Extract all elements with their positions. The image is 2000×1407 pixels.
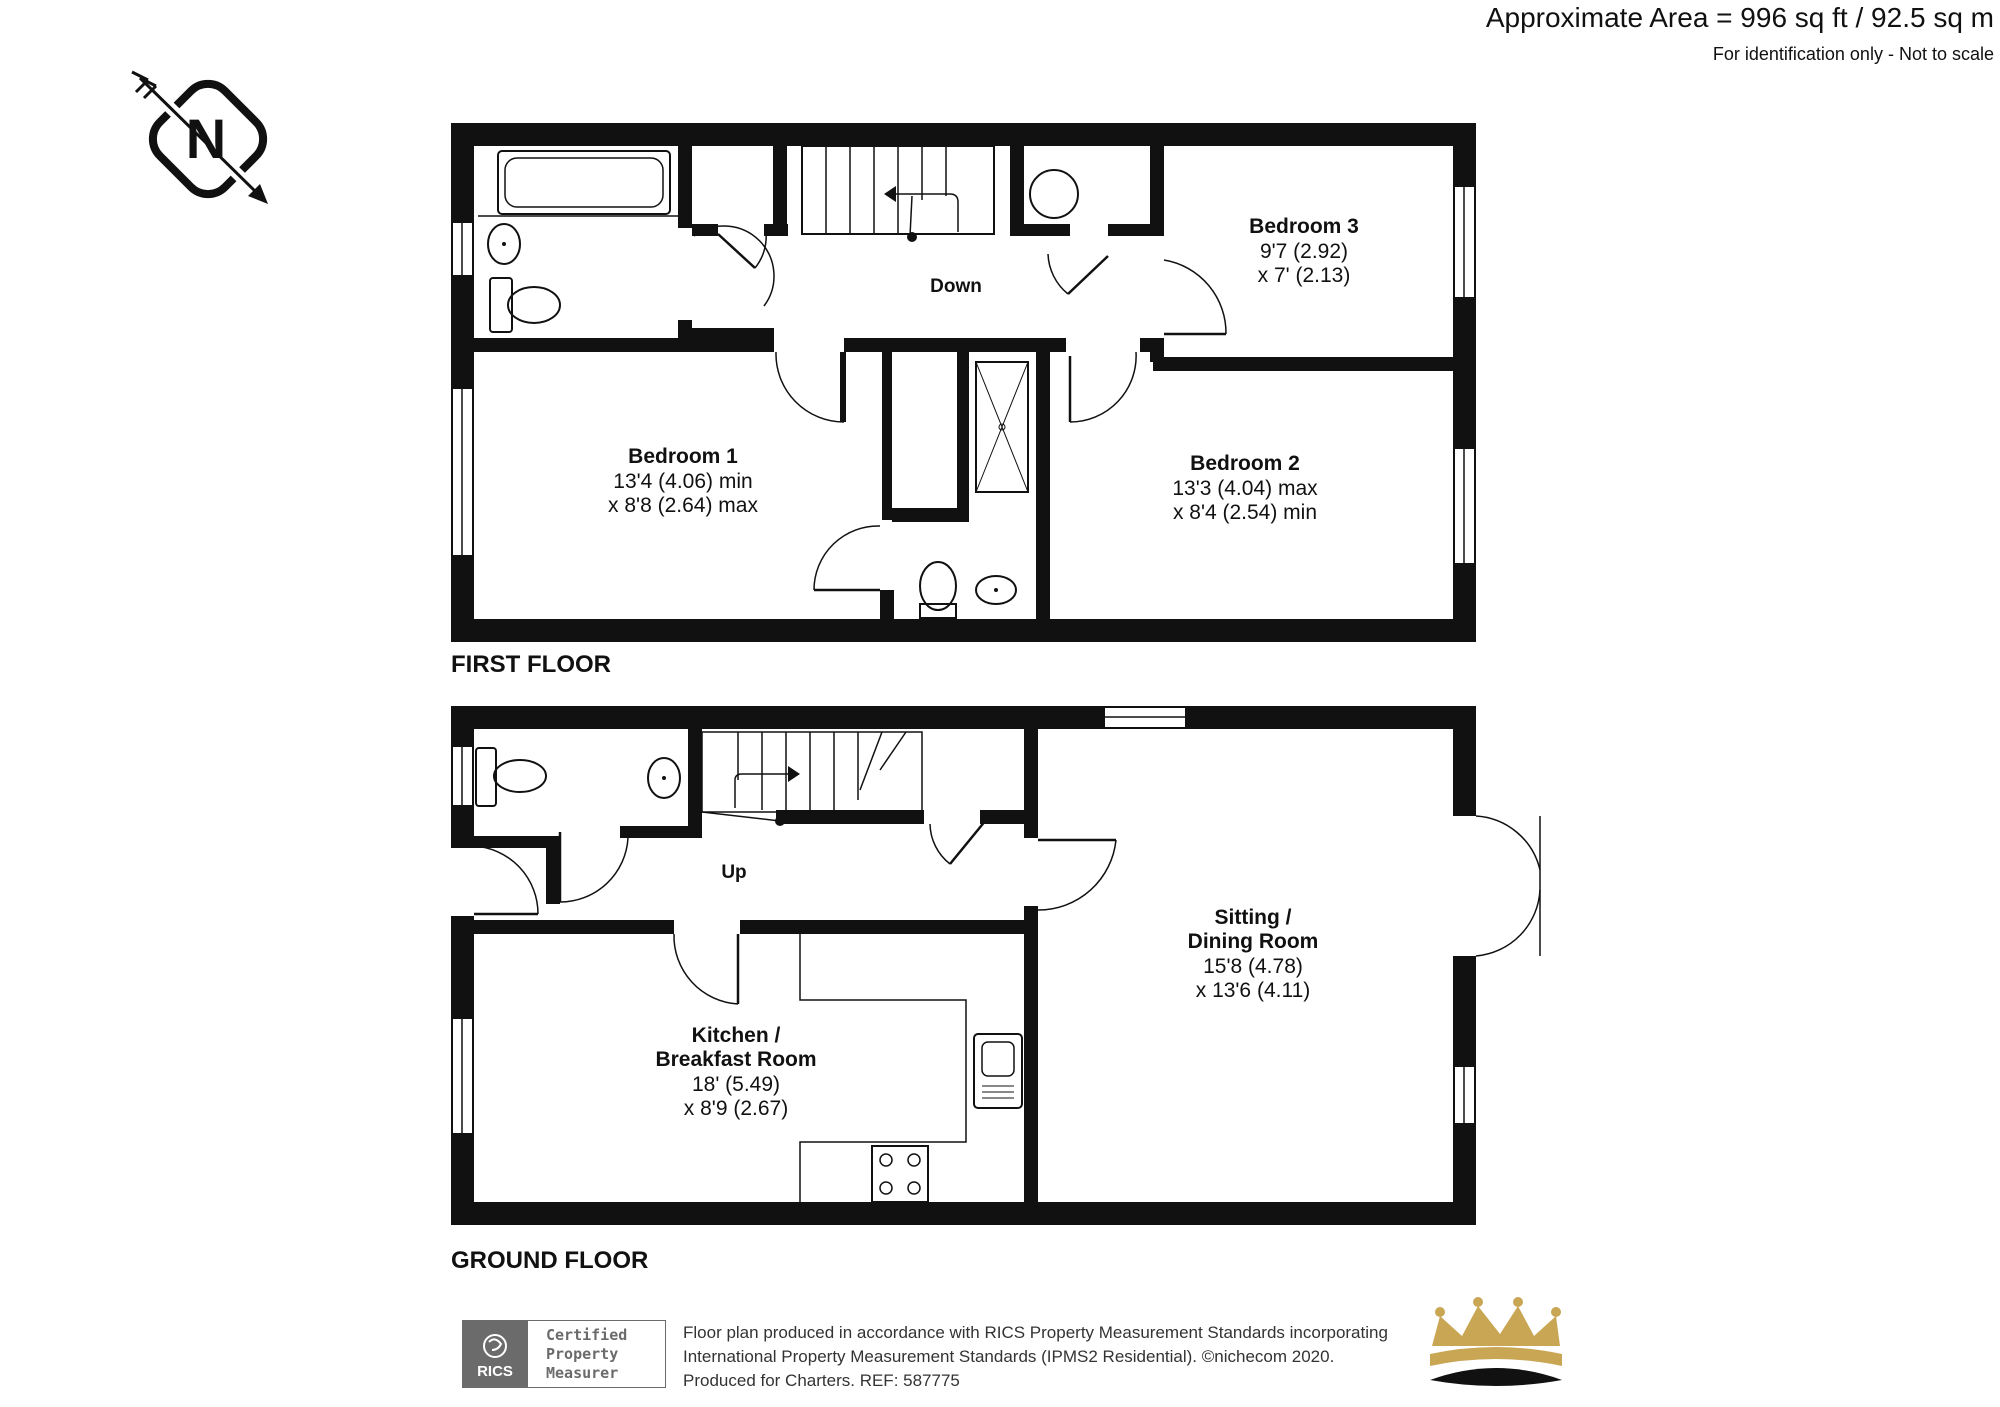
crown-logo-icon: [1430, 1297, 1562, 1386]
first-floor-label: FIRST FLOOR: [451, 651, 611, 678]
ground-floor-label: GROUND FLOOR: [451, 1247, 649, 1274]
room-name: Breakfast Room: [655, 1048, 817, 1071]
room-dimension: 15'8 (4.78): [1203, 955, 1303, 978]
north-arrow-icon: [132, 72, 273, 204]
badge-line: Measurer: [546, 1364, 619, 1382]
room-dimension: x 8'4 (2.54) min: [1172, 501, 1318, 524]
room-name: Kitchen /: [691, 1024, 781, 1047]
room-dimension: x 13'6 (4.11): [1195, 979, 1311, 1002]
room-dimension: 13'4 (4.06) min: [613, 470, 753, 493]
badge-line: Certified: [546, 1326, 628, 1344]
footer-line: Floor plan produced in accordance with RICS Property Measurement Standards incorporating: [683, 1323, 1388, 1342]
room-name: Sitting /: [1214, 906, 1292, 929]
footer-line: International Property Measurement Standards (IPMS2 Residential). ©nichecom 2020.: [683, 1347, 1335, 1366]
room-dimension: 13'3 (4.04) max: [1172, 477, 1318, 500]
approximate-area: Approximate Area = 996 sq ft / 92.5 sq m: [1485, 2, 1994, 33]
room-name: Bedroom 2: [1190, 452, 1300, 475]
room-dimension: 9'7 (2.92): [1259, 240, 1349, 263]
room-dimension: 18' (5.49): [691, 1073, 781, 1096]
footer-line: Produced for Charters. REF: 587775: [683, 1371, 960, 1390]
rics-brand: RICS: [477, 1363, 513, 1380]
room-name: Bedroom 1: [628, 445, 738, 468]
first-floor-plan: [451, 123, 1476, 678]
room-dimension: x 8'9 (2.67): [683, 1097, 789, 1120]
compass-letter: N: [185, 107, 227, 170]
first-floor-stairs-label: Down: [930, 276, 982, 297]
room-dimension: x 8'8 (2.64) max: [608, 494, 758, 517]
rics-badge: [462, 1320, 666, 1388]
room-dimension: x 7' (2.13): [1257, 264, 1351, 287]
badge-line: Property: [546, 1345, 619, 1363]
ground-floor-stairs-label: Up: [721, 862, 747, 883]
identification-note: For identification only - Not to scale: [1712, 44, 1994, 64]
ground-floor-plan: [451, 706, 1540, 1274]
room-name: Dining Room: [1187, 930, 1319, 953]
room-name: Bedroom 3: [1249, 215, 1359, 238]
